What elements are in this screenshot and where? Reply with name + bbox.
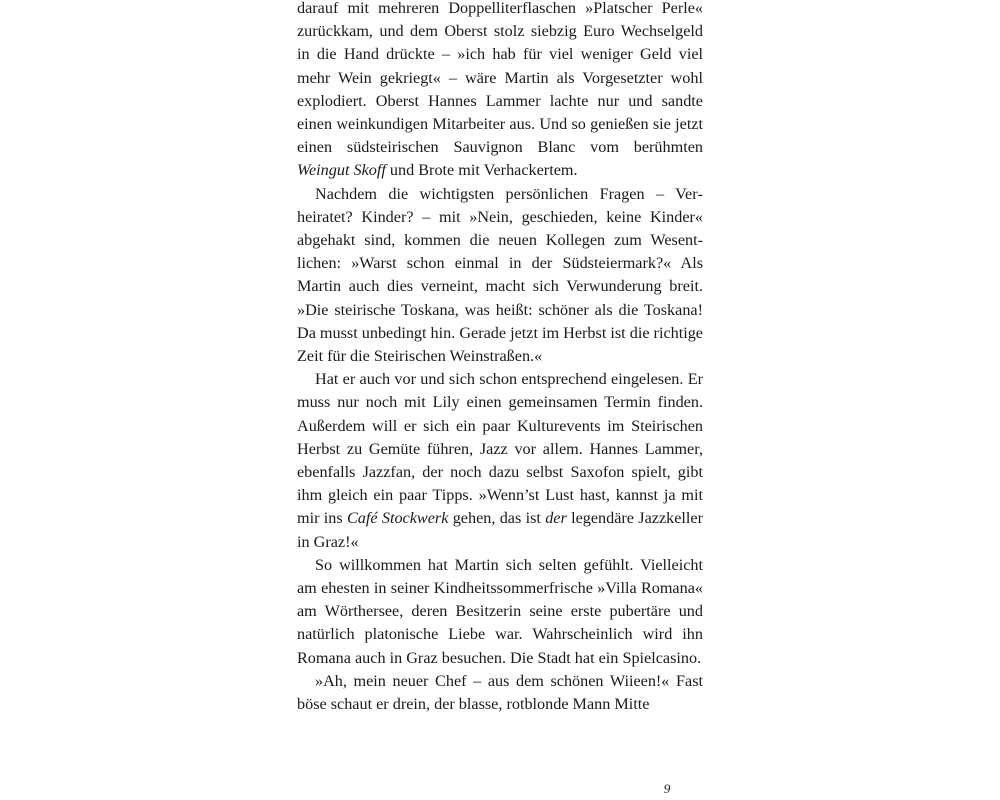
italic-text: der: [545, 509, 567, 528]
italic-text: Weingut Skoff: [297, 161, 386, 180]
paragraph: [297, 0, 703, 183]
paragraph: [297, 368, 703, 554]
paragraph-text: legendäre Jazzkeller in Graz!«: [297, 509, 703, 551]
paragraph: [297, 670, 703, 716]
paragraph-text: So willkommen hat Martin sich selten gefühlt. Vielleicht am ehesten in seiner Kindheitssommerfrische »Villa Romana« am Wörthersee, deren Besitzerin seine erste pubertäre und natürlich platonische Liebe war. Wahrscheinlich wird ihn Romana auch in Graz besuchen. Die Stadt hat ein Spielcasino.: [297, 555, 703, 667]
page-number: 9: [663, 781, 671, 796]
paragraph-text: Hat er auch vor und sich schon entsprechend eingelesen. Er muss nur noch mit Lily einen gemeinsamen Termin finden. Außerdem will er sich ein paar Kulturevents im Steirischen Herbst zu Gemüte führen, Jazz vor allem. Hannes Lammer, ebenfalls Jazzfan, der noch dazu selbst Saxofon spielt, gibt ihm gleich ein paar Tipps. »Wenn’st Lust hast, kannst ja mit mir ins: [297, 370, 703, 528]
paragraph-text: Nachdem die wichtigsten persönlichen Fragen – Verheiratet? Kinder? – mit »Nein, geschieden, keine Kinder« abgehakt sind, kommen die neuen Kollegen zum Wesentlichen: »Warst schon einmal in der Südsteiermark?« Als Martin auch dies verneint, macht sich Verwunderung breit. »Die steirische Toskana, was heißt: schöner als die Toskana! Da musst unbedingt hin. Gerade jetzt im Herbst ist die richtige Zeit für die Steirischen Weinstraßen.«: [297, 184, 703, 366]
paragraph-text: und Brote mit Verhackertem.: [385, 161, 578, 180]
paragraph-text: »Ah, mein neuer Chef – aus dem schönen Wiieen!« Fast böse schaut er drein, der blasse, rotblonde Mann Mitte: [297, 671, 703, 714]
italic-text: Café Stockwerk: [346, 509, 449, 528]
paragraph: [297, 183, 703, 369]
body-text: [297, 0, 703, 716]
paragraph: [297, 554, 703, 670]
paragraph-text: gehen, das ist: [448, 509, 546, 528]
paragraph-text: darauf mit mehreren Doppelliterflaschen »Platscher Perle« zurückkam, und dem Oberst stolz siebzig Euro Wechselgeld in die Hand drückte – »ich hab für viel weniger Geld viel mehr Wein gekriegt« – wäre Martin als Vorgesetzter wohl explodiert. Oberst Hannes Lammer lachte nur und sandte einen weinkundigen Mitarbeiter aus. Und so genießen sie jetzt einen südsteirischen Sauvignon Blanc vom berühmten: [297, 0, 703, 157]
